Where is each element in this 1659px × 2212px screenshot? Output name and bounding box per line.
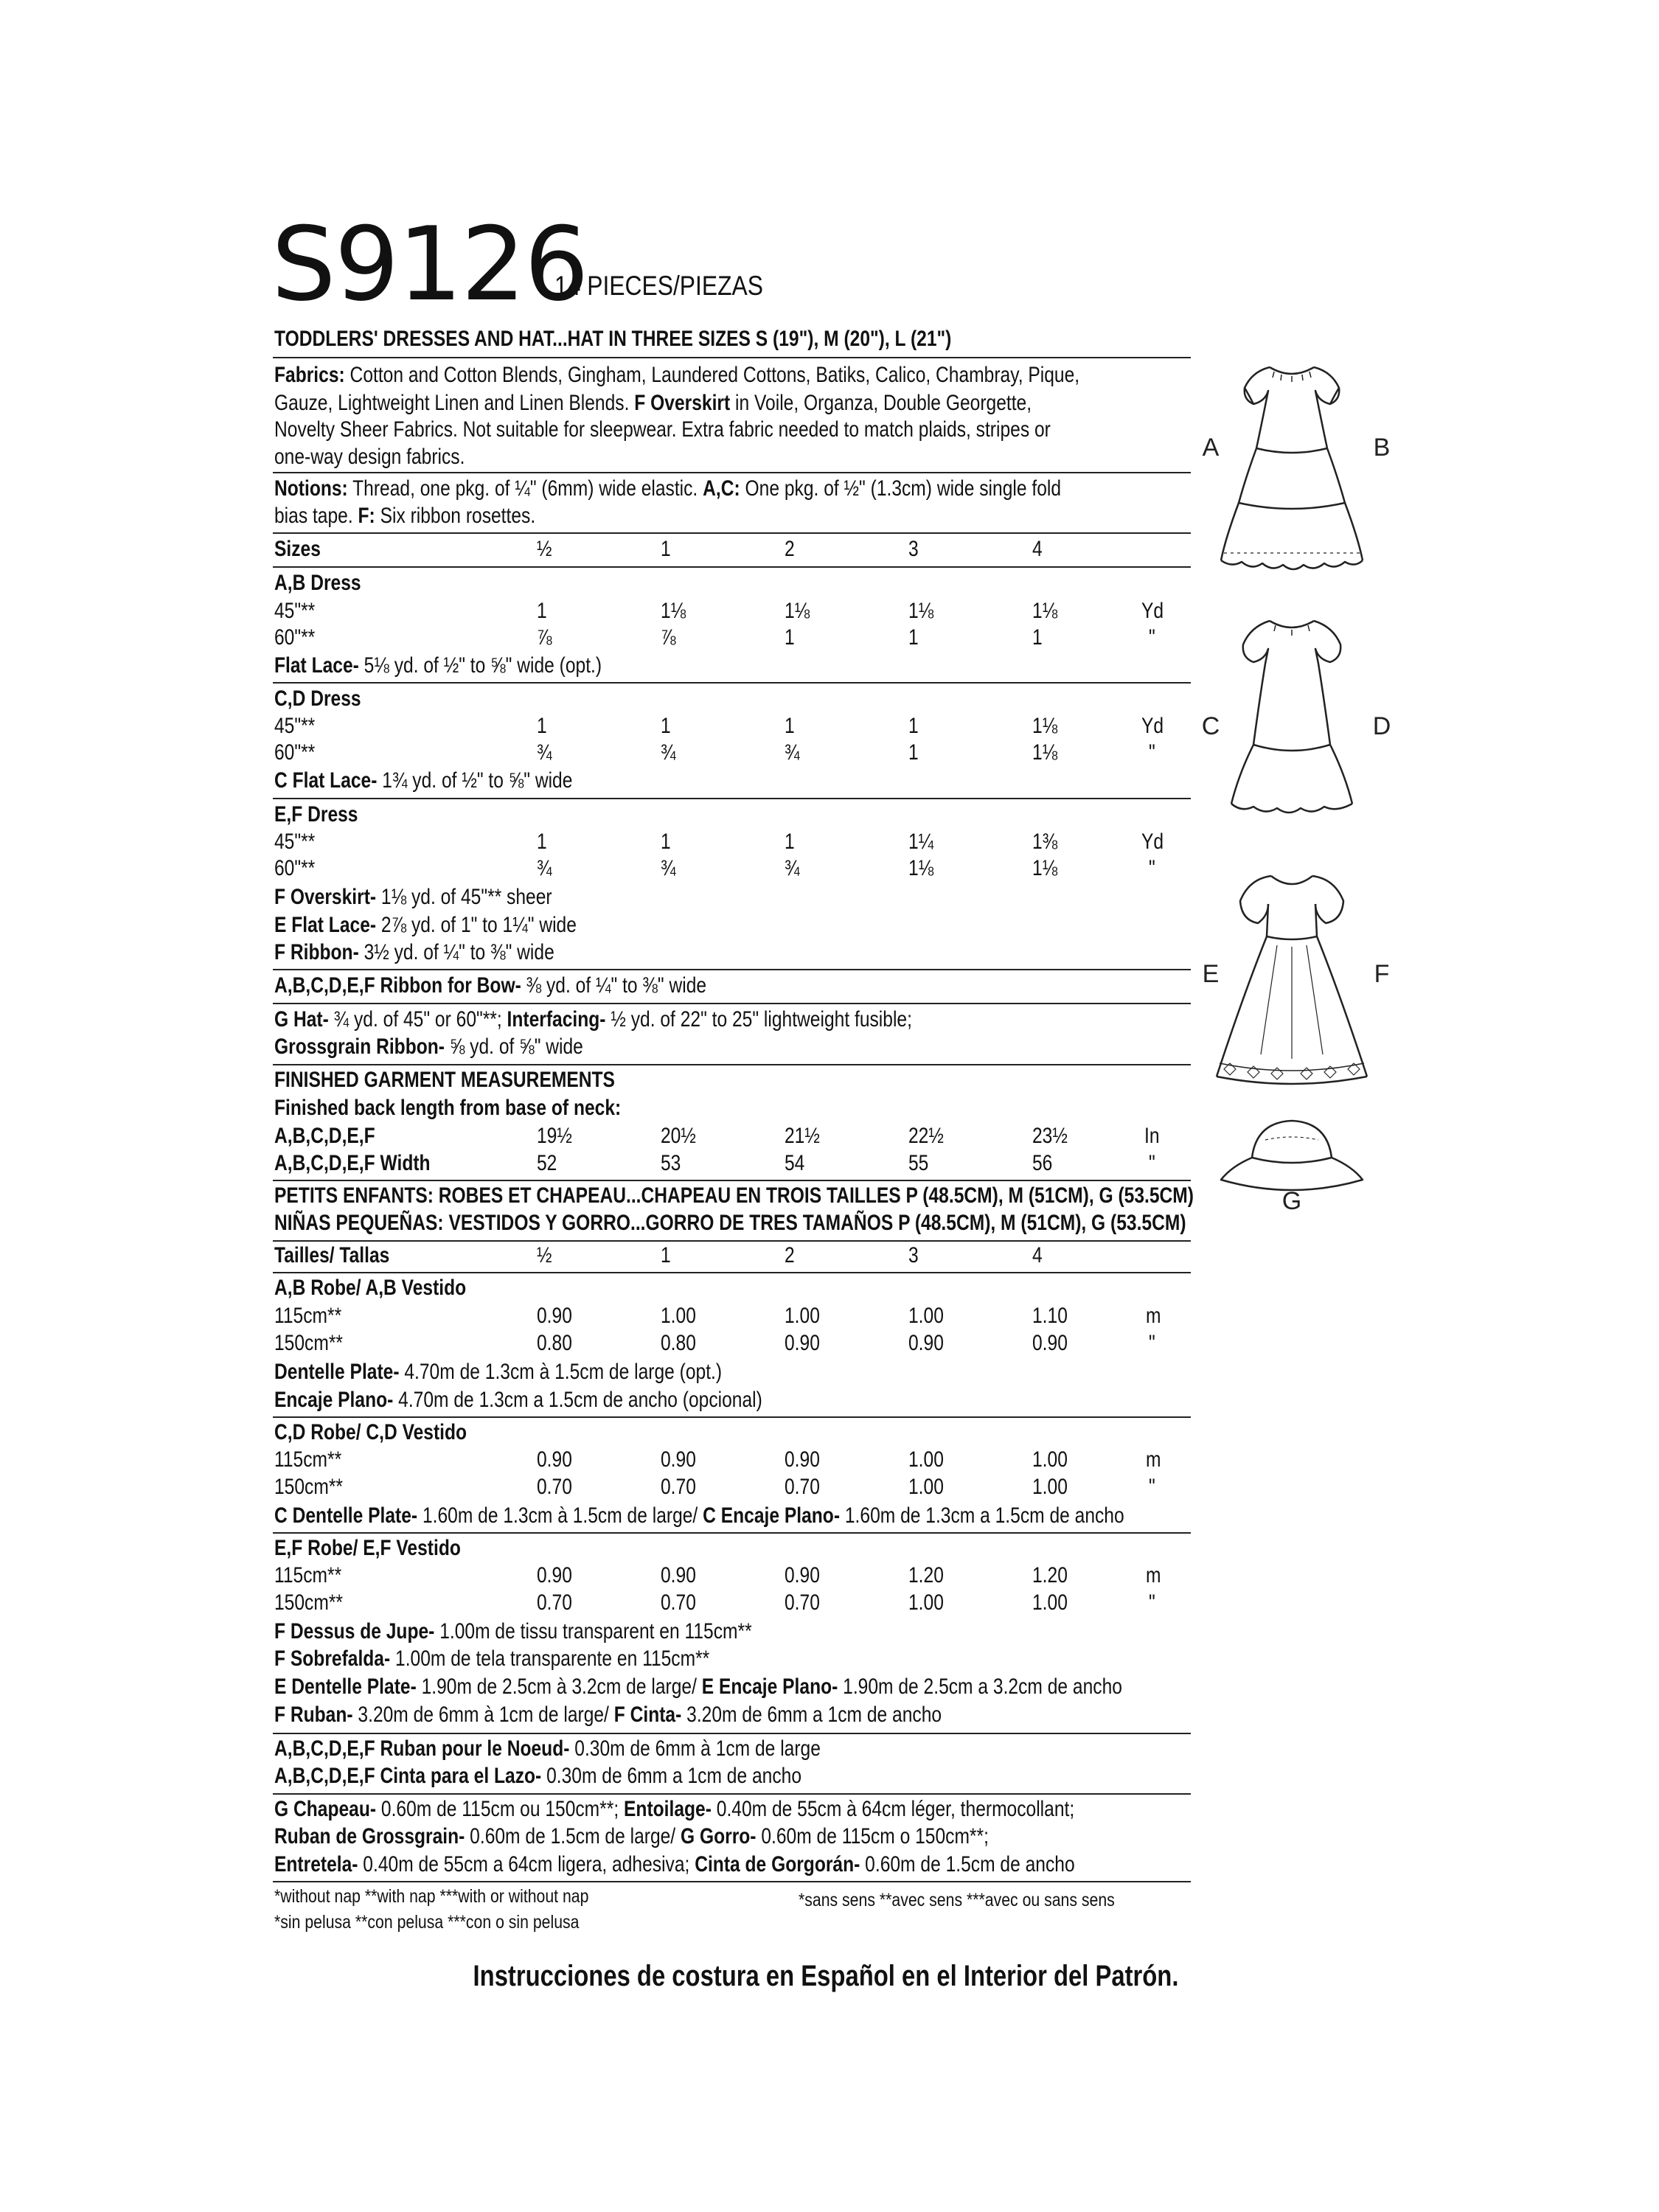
divider: [273, 798, 1191, 799]
meterage-value: 0.90: [537, 1447, 572, 1472]
meterage-value: 0.70: [785, 1590, 820, 1615]
tailles-header-label: Tailles/ Tallas: [274, 1243, 390, 1267]
view-cd-label-fr: C,D Robe/ C,D Vestido: [274, 1420, 467, 1444]
meterage-value: 0.90: [908, 1331, 944, 1355]
width-label: 45"**: [274, 830, 316, 854]
yardage-value: ¾: [537, 740, 552, 765]
view-ab-label: A,B Dress: [274, 571, 361, 595]
spanish-title: NIÑAS PEQUEÑAS: VESTIDOS Y GORRO...GORRO DE TRES TAMAÑOS P (48.5CM), M (51CM), G (53.5CM): [274, 1211, 1186, 1235]
grosgrain-line: Ruban de Grossgrain- 0.60m de 1.5cm de large/ G Gorro- 0.60m de 115cm o 150cm**;: [274, 1824, 989, 1848]
flat-lace-e: E Flat Lace- 2⅞ yd. of 1" to 1¼" wide: [274, 913, 577, 937]
unit: ": [1149, 1151, 1155, 1175]
size-col-header: 4: [1032, 537, 1043, 561]
meterage-value: 0.70: [785, 1475, 820, 1499]
footnote-en: *without nap **with nap ***with or without nap: [274, 1886, 589, 1907]
size-col-header: ½: [537, 1243, 552, 1267]
yardage-value: ¾: [537, 856, 552, 880]
measure-value: 22½: [908, 1124, 944, 1148]
yardage-value: 1⅛: [908, 856, 934, 880]
size-col-header: 4: [1032, 1243, 1043, 1267]
view-illustrations: [1194, 347, 1401, 1217]
notions-line-1: Notions: Thread, one pkg. of ¼" (6mm) wide elastic. A,C: One pkg. of ½" (1.3cm) wide single fold: [274, 476, 1062, 501]
dress-ef-illustration: [1217, 876, 1367, 1084]
meterage-value: 1.10: [1032, 1304, 1068, 1328]
unit: m: [1146, 1304, 1161, 1328]
divider: [273, 1003, 1191, 1004]
width-label: 60"**: [274, 625, 316, 650]
meterage-value: 0.70: [537, 1590, 572, 1615]
measure-value: 56: [1032, 1151, 1053, 1175]
fabrics-line-4: one-way design fabrics.: [274, 445, 465, 469]
view-label-e: E: [1202, 960, 1220, 988]
pattern-number: S9126: [271, 205, 588, 324]
measure-value: 55: [908, 1151, 929, 1175]
view-cd-label: C,D Dress: [274, 686, 361, 711]
yardage-value: 1: [785, 714, 795, 738]
width-label: 115cm**: [274, 1304, 342, 1328]
dentelle-plate-e: E Dentelle Plate- 1.90m de 2.5cm à 3.2cm de large/ E Encaje Plano- 1.90m de 2.5cm a 3.2cm de ancho: [274, 1674, 1122, 1699]
divider: [273, 532, 1191, 534]
meterage-value: 0.90: [785, 1563, 820, 1587]
unit: Yd: [1141, 599, 1164, 623]
yardage-value: 1: [785, 830, 795, 854]
yardage-value: ⅞: [661, 625, 676, 650]
measure-value: 23½: [1032, 1124, 1068, 1148]
finished-subtitle: Finished back length from base of neck:: [274, 1096, 622, 1120]
divider: [273, 1064, 1191, 1065]
divider: [273, 1240, 1191, 1242]
spanish-instructions-note: Instrucciones de costura en Español en el Interior del Patrón.: [473, 1960, 1179, 1992]
yardage-value: 1: [785, 625, 795, 650]
cinta-lazo: A,B,C,D,E,F Cinta para el Lazo- 0.30m de 6mm a 1cm de ancho: [274, 1764, 802, 1788]
fabrics-line-2: Gauze, Lightweight Linen and Linen Blends. F Overskirt in Voile, Organza, Double Georgette,: [274, 391, 1032, 415]
meterage-value: 1.00: [1032, 1475, 1068, 1499]
yardage-value: 1⅛: [1032, 599, 1058, 623]
hat-line-2: Grossgrain Ribbon- ⅝ yd. of ⅝" wide: [274, 1034, 583, 1059]
finished-row-label: A,B,C,D,E,F: [274, 1124, 375, 1148]
meterage-value: 0.70: [661, 1590, 696, 1615]
divider: [273, 682, 1191, 684]
meterage-value: 0.90: [785, 1447, 820, 1472]
fabrics-line-3: Novelty Sheer Fabrics. Not suitable for sleepwear. Extra fabric needed to match plaids, stripes or: [274, 417, 1051, 442]
yardage-value: ⅞: [537, 625, 552, 650]
view-label-d: D: [1372, 712, 1391, 740]
yardage-value: 1: [908, 740, 919, 765]
view-label-g: G: [1281, 1187, 1302, 1215]
width-label: 60"**: [274, 740, 316, 765]
footnote-fr: *sans sens **avec sens ***avec ou sans sens: [799, 1890, 1115, 1910]
dentelle-plate-c: C Dentelle Plate- 1.60m de 1.3cm à 1.5cm de large/ C Encaje Plano- 1.60m de 1.3cm a 1.5cm de ancho: [274, 1503, 1124, 1528]
meterage-value: 0.80: [661, 1331, 696, 1355]
ribbon-f: F Ribbon- 3½ yd. of ¼" to ⅜" wide: [274, 940, 554, 964]
measure-value: 54: [785, 1151, 805, 1175]
yardage-value: 1: [661, 714, 671, 738]
divider: [273, 1532, 1191, 1534]
meterage-value: 0.90: [661, 1447, 696, 1472]
unit: ": [1149, 1590, 1155, 1615]
divider: [273, 1881, 1191, 1882]
unit: ": [1149, 856, 1155, 880]
yardage-value: 1⅛: [908, 599, 934, 623]
yardage-value: ¾: [661, 856, 676, 880]
unit: ": [1149, 1475, 1155, 1499]
width-label: 115cm**: [274, 1563, 342, 1587]
sobrefalda: F Sobrefalda- 1.00m de tela transparente en 115cm**: [274, 1646, 710, 1671]
yardage-value: ¾: [785, 856, 800, 880]
measure-value: 21½: [785, 1124, 820, 1148]
size-col-header: 2: [785, 537, 795, 561]
ruban-f: F Ruban- 3.20m de 6mm à 1cm de large/ F Cinta- 3.20m de 6mm a 1cm de ancho: [274, 1703, 942, 1727]
meterage-value: 1.00: [1032, 1590, 1068, 1615]
notions-line-2: bias tape. F: Six ribbon rosettes.: [274, 504, 536, 528]
width-label: 115cm**: [274, 1447, 342, 1472]
size-col-header: 1: [661, 537, 671, 561]
width-label: 150cm**: [274, 1475, 343, 1499]
size-col-header: ½: [537, 537, 552, 561]
divider: [273, 1180, 1191, 1181]
yardage-value: 1: [661, 830, 671, 854]
yardage-value: 1⅛: [1032, 740, 1058, 765]
yardage-value: 1¼: [908, 830, 934, 854]
yardage-value: 1: [537, 714, 547, 738]
flat-lace-c: C Flat Lace- 1¾ yd. of ½" to ⅝" wide: [274, 768, 573, 793]
french-title: PETITS ENFANTS: ROBES ET CHAPEAU...CHAPEAU EN TROIS TAILLES P (48.5CM), M (51CM), G (53.5CM): [274, 1183, 1194, 1208]
meterage-value: 1.00: [1032, 1447, 1068, 1472]
yardage-value: 1: [1032, 625, 1043, 650]
unit: m: [1146, 1447, 1161, 1472]
divider: [273, 1793, 1191, 1795]
divider: [273, 357, 1191, 358]
fabrics-line-1: Fabrics: Cotton and Cotton Blends, Gingham, Laundered Cottons, Batiks, Calico, Chambray, Pique,: [274, 363, 1080, 387]
yardage-value: 1⅛: [1032, 856, 1058, 880]
sizes-header-label: Sizes: [274, 537, 321, 561]
unit: ": [1149, 625, 1155, 650]
meterage-value: 1.00: [908, 1304, 944, 1328]
width-label: 45"**: [274, 599, 316, 623]
dress-ab-illustration: [1221, 367, 1363, 569]
dentelle-plate-ab: Dentelle Plate- 4.70m de 1.3cm à 1.5cm de large (opt.): [274, 1360, 723, 1384]
chapeau-line: G Chapeau- 0.60m de 115cm ou 150cm**; Entoilage- 0.40m de 55cm à 64cm léger, thermocollant;: [274, 1797, 1075, 1821]
meterage-value: 0.70: [661, 1475, 696, 1499]
finished-title: FINISHED GARMENT MEASUREMENTS: [274, 1068, 615, 1092]
measure-value: 19½: [537, 1124, 572, 1148]
meterage-value: 1.20: [1032, 1563, 1068, 1587]
unit: Yd: [1141, 714, 1164, 738]
yardage-value: 1⅜: [1032, 830, 1058, 854]
meterage-value: 1.20: [908, 1563, 944, 1587]
yardage-value: 1: [537, 599, 547, 623]
yardage-value: 1: [908, 625, 919, 650]
divider: [273, 1416, 1191, 1418]
hat-g-illustration: [1221, 1121, 1363, 1190]
pieces-count: 14 PIECES/PIEZAS: [554, 271, 763, 301]
view-label-a: A: [1202, 434, 1220, 462]
meterage-value: 1.00: [908, 1590, 944, 1615]
measure-value: 52: [537, 1151, 557, 1175]
footnote-es: *sin pelusa **con pelusa ***con o sin pelusa: [274, 1912, 580, 1933]
hat-line-1: G Hat- ¾ yd. of 45" or 60"**; Interfacing- ½ yd. of 22" to 25" lightweight fusible;: [274, 1007, 912, 1032]
meterage-value: 0.90: [537, 1304, 572, 1328]
ruban-noeud: A,B,C,D,E,F Ruban pour le Noeud- 0.30m de 6mm à 1cm de large: [274, 1736, 821, 1761]
dessus-de-jupe: F Dessus de Jupe- 1.00m de tissu transparent en 115cm**: [274, 1619, 752, 1644]
meterage-value: 1.00: [908, 1475, 944, 1499]
divider: [273, 1272, 1191, 1273]
width-label: 60"**: [274, 856, 316, 880]
meterage-value: 1.00: [908, 1447, 944, 1472]
ribbon-for-bow: A,B,C,D,E,F Ribbon for Bow- ⅜ yd. of ¼" to ⅜" wide: [274, 973, 707, 998]
divider: [273, 566, 1191, 568]
view-label-c: C: [1201, 712, 1220, 740]
unit: ": [1149, 1331, 1155, 1355]
meterage-value: 0.90: [537, 1563, 572, 1587]
width-label: 150cm**: [274, 1590, 343, 1615]
unit: In: [1144, 1124, 1160, 1148]
unit: ": [1149, 740, 1155, 765]
measure-value: 20½: [661, 1124, 696, 1148]
yardage-value: 1⅛: [785, 599, 810, 623]
meterage-value: 0.70: [537, 1475, 572, 1499]
size-col-header: 3: [908, 1243, 919, 1267]
meterage-value: 0.90: [661, 1563, 696, 1587]
pattern-title: TODDLERS' DRESSES AND HAT...HAT IN THREE SIZES S (19"), M (20"), L (21"): [274, 327, 952, 351]
meterage-value: 1.00: [785, 1304, 820, 1328]
view-label-f: F: [1374, 960, 1390, 988]
entretela-line: Entretela- 0.40m de 55cm a 64cm ligera, adhesiva; Cinta de Gorgorán- 0.60m de 1.5cm de ancho: [274, 1852, 1075, 1877]
overskirt-f: F Overskirt- 1⅛ yd. of 45"** sheer: [274, 885, 552, 909]
view-label-b: B: [1373, 434, 1391, 462]
width-label: 150cm**: [274, 1331, 343, 1355]
meterage-value: 0.90: [1032, 1331, 1068, 1355]
yardage-value: 1⅛: [661, 599, 686, 623]
divider: [273, 969, 1191, 970]
divider: [273, 1733, 1191, 1734]
flat-lace-ab: Flat Lace- 5⅛ yd. of ½" to ⅝" wide (opt.): [274, 653, 602, 678]
dress-cd-illustration: [1231, 621, 1352, 813]
measure-value: 53: [661, 1151, 681, 1175]
meterage-value: 0.80: [537, 1331, 572, 1355]
yardage-value: 1⅛: [1032, 714, 1058, 738]
encaje-plano-ab: Encaje Plano- 4.70m de 1.3cm a 1.5cm de ancho (opcional): [274, 1388, 762, 1412]
view-ef-label-fr: E,F Robe/ E,F Vestido: [274, 1536, 461, 1560]
view-ef-label: E,F Dress: [274, 802, 358, 827]
yardage-value: 1: [537, 830, 547, 854]
size-col-header: 1: [661, 1243, 671, 1267]
yardage-value: 1: [908, 714, 919, 738]
view-ab-label-fr: A,B Robe/ A,B Vestido: [274, 1276, 467, 1300]
finished-row-label: A,B,C,D,E,F Width: [274, 1151, 431, 1175]
yardage-value: ¾: [661, 740, 676, 765]
meterage-value: 0.90: [785, 1331, 820, 1355]
yardage-value: ¾: [785, 740, 800, 765]
divider: [273, 472, 1191, 473]
size-col-header: 2: [785, 1243, 795, 1267]
meterage-value: 1.00: [661, 1304, 696, 1328]
width-label: 45"**: [274, 714, 316, 738]
unit: m: [1146, 1563, 1161, 1587]
size-col-header: 3: [908, 537, 919, 561]
unit: Yd: [1141, 830, 1164, 854]
